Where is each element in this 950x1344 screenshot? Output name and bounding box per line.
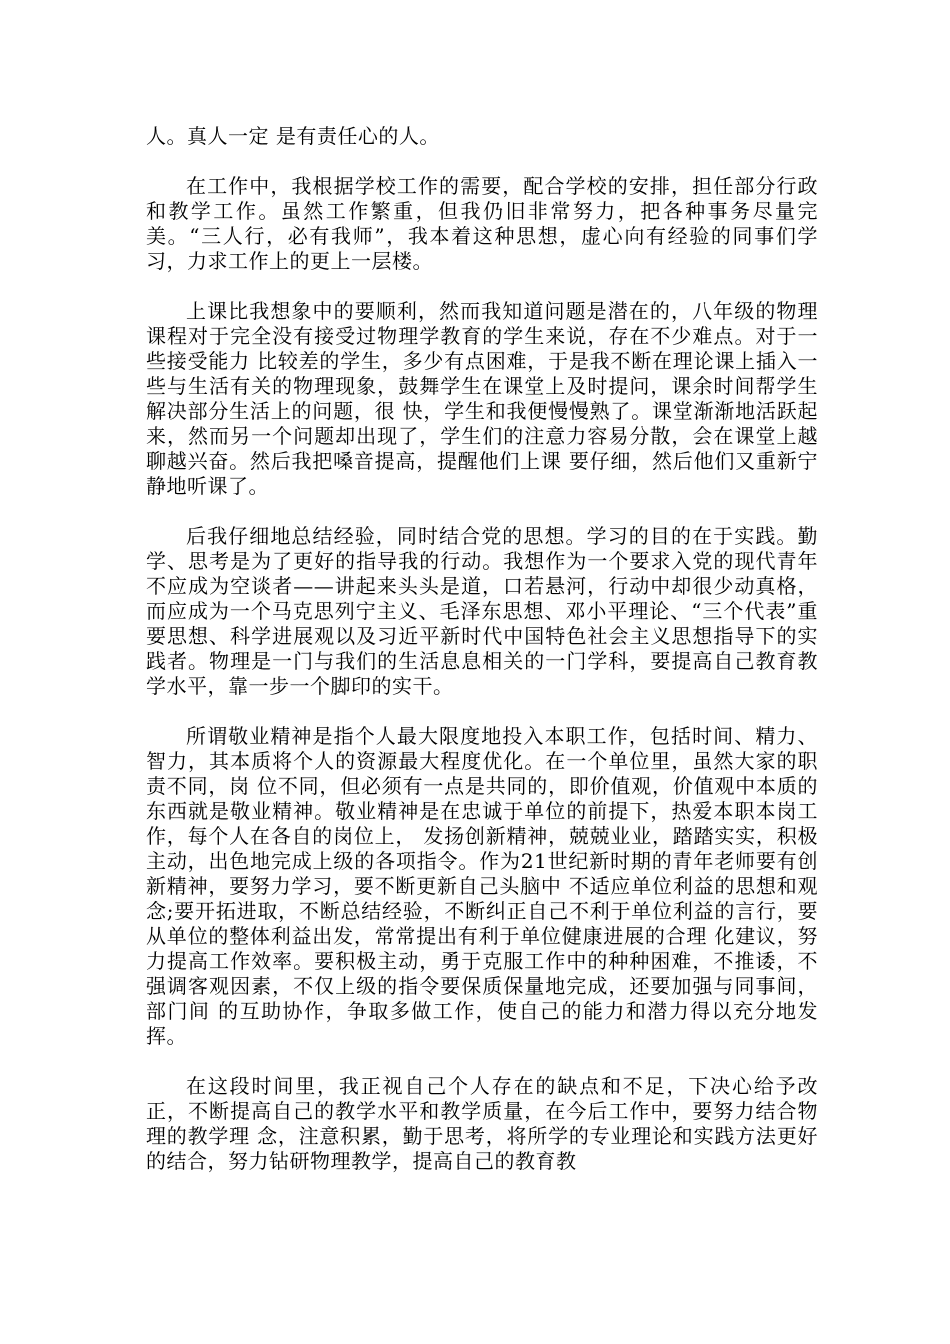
paragraph-self-improvement: 在这段时间里，我正视自己个人存在的缺点和不足，下决心给予改正，不断提高自己的教学水平和教学质量，在今后工作中，要努力结合物理的教学理 念，注意积累，勤于思考，将所学的专业理论和实践方法更好的结合，努力钻研物理教学，提高自己的教育教 — [146, 1074, 818, 1173]
document-body — [146, 124, 818, 1199]
paragraph-reflection: 后我仔细地总结经验，同时结合党的思想。学习的目的在于实践。勤学、思考是为了更好的指导我的行动。我想作为一个要求入党的现代青年不应成为空谈者——讲起来头头是道，口若悬河，行动中却很少动真格，而应成为一个马克思列宁主义、毛泽东思想、邓小平理论、“三个代表”重要思想、科学进展观以及习近平新时代中国特色社会主义思想指导下的实践者。物理是一门与我们的生活息息相关的一门学科，要提高自己教育教学水平，靠一步一个脚印的实干。 — [146, 524, 818, 698]
paragraph-dedication: 所谓敬业精神是指个人最大限度地投入本职工作，包括时间、精力、智力，其本质将个人的资源最大程度优化。在一个单位里，虽然大家的职责不同，岗 位不同，但必须有一点是共同的，即价值观，价值观中本质的东西就是敬业精神。敬业精神是在忠诚于单位的前提下，热爱本职本岗工作，每个人在各自的岗位上， 发扬创新精神，兢兢业业，踏踏实实，积极主动，出色地完成上级的各项指令。作为21世纪新时期的青年老师要有创新精神，要努力学习，要不断更新自己头脑中 不适应单位利益的思想和观念;要开拓进取，不断总结经验，不断纠正自己不利于单位利益的言行，要从单位的整体利益出发，常常提出有利于单位健康进展的合理 化建议，努力提高工作效率。要积极主动，勇于克服工作中的种种困难，不推诿，不强调客观因素，不仅上级的指令要保质保量地完成，还要加强与同事间，部门间 的互助协作，争取多做工作，使自己的能力和潜力得以充分地发挥。 — [146, 724, 818, 1048]
paragraph-work-duties: 在工作中，我根据学校工作的需要，配合学校的安排，担任部分行政和教学工作。虽然工作繁重，但我仍旧非常努力，把各种事务尽量完美。“三人行，必有我师”，我本着这种思想，虚心向有经验的同事们学习，力求工作上的更上一层楼。 — [146, 174, 818, 273]
paragraph-continuation: 人。真人一定 是有责任心的人。 — [146, 124, 440, 148]
paragraph-teaching-experience: 上课比我想象中的要顺利，然而我知道问题是潜在的，八年级的物理课程对于完全没有接受过物理学教育的学生来说，存在不少难点。对于一些接受能力 比较差的学生，多少有点困难，于是我不断在理论课上插入一些与生活有关的物理现象，鼓舞学生在课堂上及时提问，课余时间帮学生解决部分生活上的问题，很 快，学生和我便慢慢熟了。课堂渐渐地活跃起来，然而另一个问题却出现了，学生们的注意力容易分散，会在课堂上越聊越兴奋。然后我把嗓音提高，提醒他们上课 要仔细，然后他们又重新宁静地听课了。 — [146, 299, 818, 498]
